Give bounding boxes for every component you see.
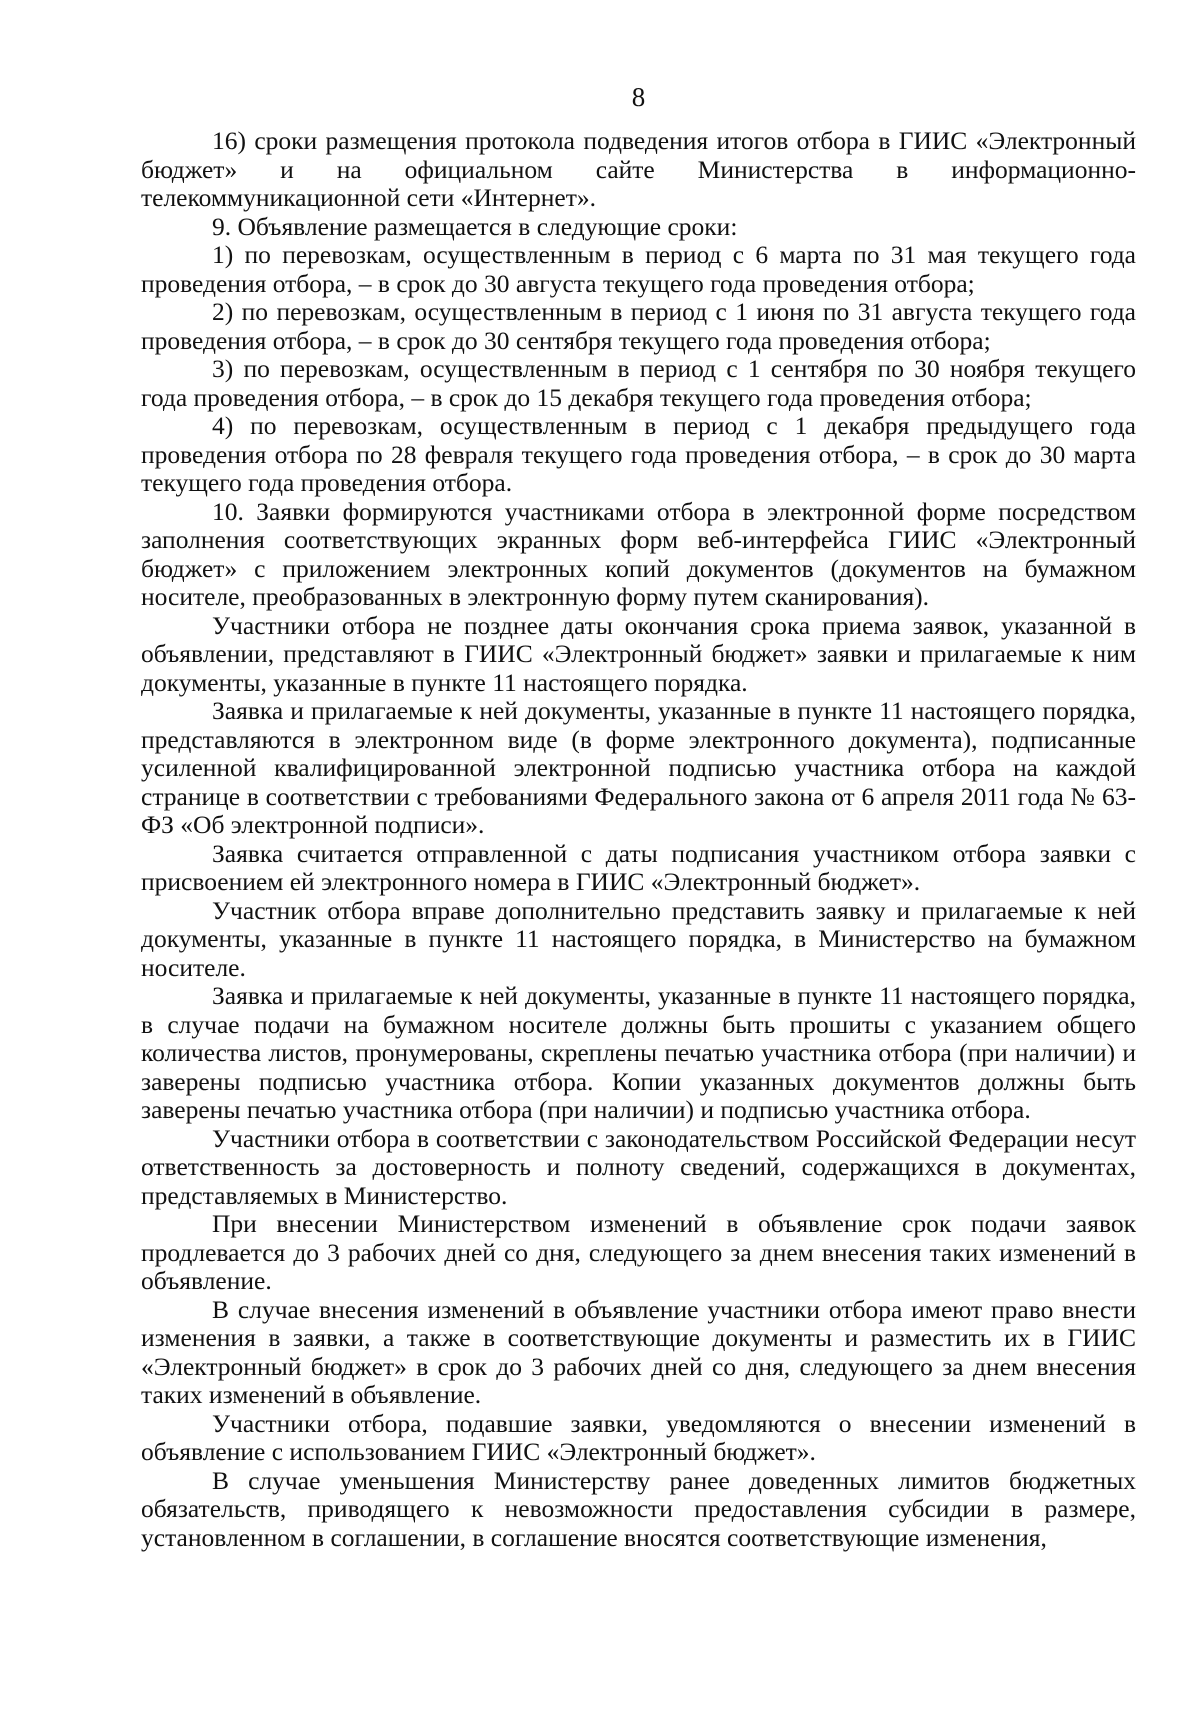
paragraph-submission-deadline: Участники отбора не позднее даты окончания срока приема заявок, указанной в объявлении, представляют в ГИИС «Электронный бюджет» заявки и прилагаемые к ним документы, указанные в пункте 11 настоящего порядка. [141,610,1136,697]
paragraph-item-16: 16) сроки размещения протокола подведения итогов отбора в ГИИС «Электронный бюджет» и на официальном сайте Министерства в информационно-телекоммуникационной сети «Интернет». [141,126,1136,212]
paragraph-notification: Участники отбора, подавшие заявки, уведомляются о внесении изменений в объявление с использованием ГИИС «Электронный бюджет». [141,1408,1136,1466]
paragraph-deadline-extension: При внесении Министерством изменений в объявление срок подачи заявок продлевается до 3 рабочих дней со дня, следующего за днем внесения таких изменений в объявление. [141,1209,1136,1295]
paragraph-term-1: 1) по перевозкам, осуществленным в период с 6 марта по 31 мая текущего года проведения отбора, – в срок до 30 августа текущего года проведения отбора; [141,240,1136,298]
paragraph-section-9: 9. Объявление размещается в следующие сроки: [212,211,738,241]
paragraph-application-changes: В случае внесения изменений в объявление участники отбора имеют право внести изменения в заявки, а также в соответствующие документы и разместить их в ГИИС «Электронный бюджет» в срок до 3 рабочих дней со дня, следующего за днем внесения таких изменений в объявление. [141,1294,1136,1409]
paragraph-electronic-signature: Заявка и прилагаемые к ней документы, указанные в пункте 11 настоящего порядка, представляются в электронном виде (в форме электронного документа), подписанные усиленной квалифицированной электронной подписью участника отбора на каждой странице в соответствии с требованиями Федерального закона от 6 апреля 2011 года № 63-ФЗ «Об электронной подписи». [141,696,1136,839]
paragraph-term-2: 2) по перевозкам, осуществленным в период с 1 июня по 31 августа текущего года проведения отбора, – в срок до 30 сентября текущего года проведения отбора; [141,297,1136,355]
paragraph-term-3: 3) по перевозкам, осуществленным в период с 1 сентября по 30 ноября текущего года проведения отбора, – в срок до 15 декабря текущего года проведения отбора; [141,354,1136,412]
paragraph-application-sent: Заявка считается отправленной с даты подписания участником отбора заявки с присвоением ей электронного номера в ГИИС «Электронный бюджет». [141,838,1136,896]
paragraph-paper-requirements: Заявка и прилагаемые к ней документы, указанные в пункте 11 настоящего порядка, в случае подачи на бумажном носителе должны быть прошиты с указанием общего количества листов, пронумерованы, скреплены печатью участника отбора (при наличии) и заверены подписью участника отбора. Копии указанных документов должны быть заверены печатью участника отбора (при наличии) и подписью участника отбора. [141,981,1136,1124]
document-page [141,82,1136,1552]
paragraph-responsibility: Участники отбора в соответствии с законодательством Российской Федерации несут ответственность за достоверность и полноту сведений, содержащихся в документах, представляемых в Министерство. [141,1123,1136,1210]
paragraph-section-10: 10. Заявки формируются участниками отбора в электронной форме посредством заполнения соответствующих экранных форм веб-интерфейса ГИИС «Электронный бюджет» с приложением электронных копий документов (документов на бумажном носителе, преобразованных в электронную форму путем сканирования). [141,496,1136,611]
paragraph-limits-reduction: В случае уменьшения Министерству ранее доведенных лимитов бюджетных обязательств, приводящего к невозможности предоставления субсидии в размере, установленном в соглашении, в соглашение вносятся соответствующие изменения, [141,1465,1136,1552]
paragraph-paper-submission: Участник отбора вправе дополнительно представить заявку и прилагаемые к ней документы, указанные в пункте 11 настоящего порядка, в Министерство на бумажном носителе. [141,895,1136,982]
page-number: 8 [631,82,646,112]
paragraph-term-4: 4) по перевозкам, осуществленным в период с 1 декабря предыдущего года проведения отбора по 28 февраля текущего года проведения отбора, – в срок до 30 марта текущего года проведения отбора. [141,411,1136,497]
